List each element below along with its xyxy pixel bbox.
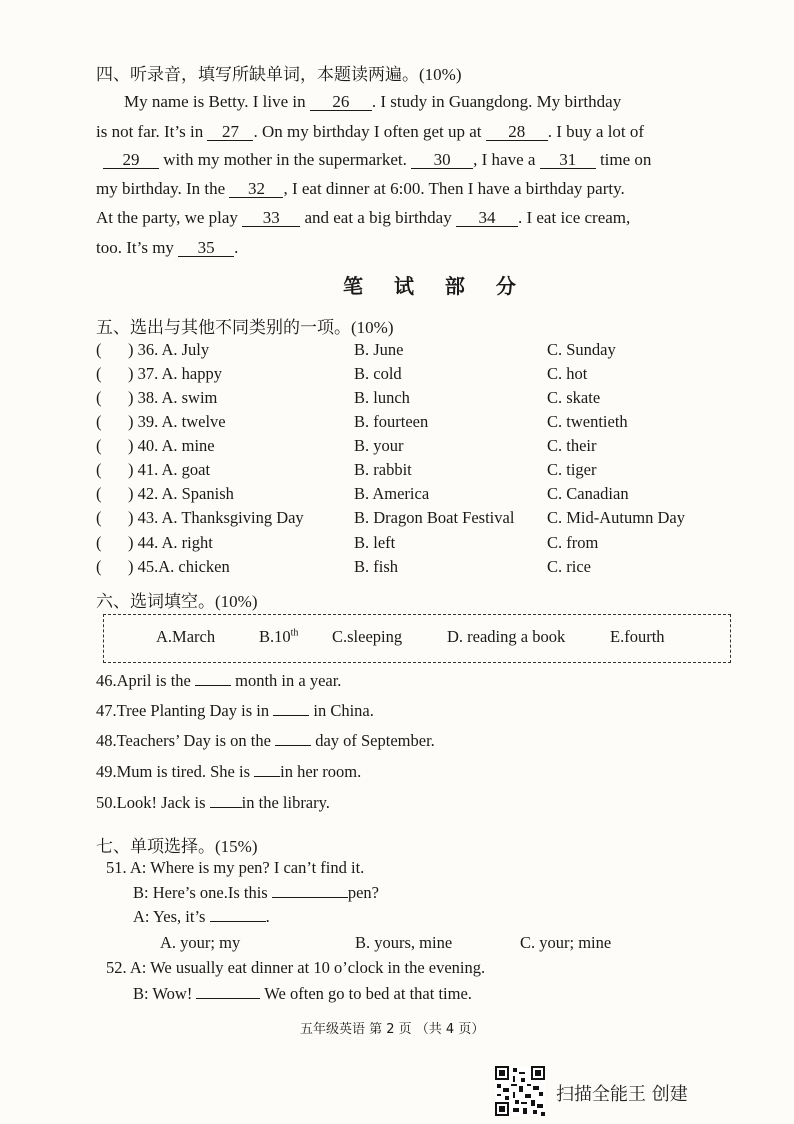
answer-paren[interactable]: ( (96, 388, 102, 407)
word-option-e: E.fourth (610, 627, 665, 646)
answer-blank[interactable] (272, 897, 348, 898)
q51-option-a[interactable]: A. your; my (160, 933, 241, 952)
page-footer: 五年级英语 第 2 页 （共 4 页） (300, 1022, 485, 1037)
option-b: B. June (354, 340, 404, 359)
option-b: B. fish (354, 557, 399, 576)
answer-blank[interactable] (195, 685, 231, 686)
blank-26[interactable]: 26 (310, 94, 372, 111)
section6-heading: 六、选词填空。(10%) (96, 592, 258, 611)
question-50: 50.Look! Jack is in the library. (96, 793, 330, 812)
question-48: 48.Teachers’ Day is on the day of September. (96, 731, 435, 750)
word-option-d: D. reading a book (447, 627, 566, 646)
choice-row (96, 364, 736, 386)
answer-blank[interactable] (254, 776, 280, 777)
option-b: B. America (354, 484, 430, 503)
answer-blank[interactable] (273, 715, 309, 716)
word-option-a: A.March (156, 627, 216, 646)
blank-28[interactable]: 28 (486, 124, 548, 141)
blank-27[interactable]: 27 (207, 124, 253, 141)
scanner-watermark: 扫描全能王 创建 (556, 1084, 688, 1105)
question-46: 46.April is the month in a year. (96, 671, 342, 690)
answer-paren[interactable]: ( (96, 533, 102, 552)
option-b: B. left (354, 533, 396, 552)
q51-option-b[interactable]: B. yours, mine (355, 933, 453, 952)
option-a: ) 44. A. right (128, 533, 213, 552)
option-c: C. Sunday (547, 340, 616, 359)
option-b: B. Dragon Boat Festival (354, 508, 515, 527)
blank-33[interactable]: 33 (242, 210, 300, 227)
option-c: C. hot (547, 364, 588, 383)
section5-heading: 五、选出与其他不同类别的一项。(10%) (96, 318, 394, 337)
choice-row (96, 388, 736, 410)
option-c: C. Canadian (547, 484, 629, 503)
answer-blank[interactable] (196, 998, 260, 999)
option-b: B. lunch (354, 388, 410, 407)
option-a: ) 36. A. July (128, 340, 210, 359)
answer-paren[interactable]: ( (96, 557, 102, 576)
answer-paren[interactable]: ( (96, 412, 102, 431)
qr-code-icon (495, 1066, 545, 1116)
answer-paren[interactable]: ( (96, 364, 102, 383)
option-b: B. your (354, 436, 404, 455)
q52-line2: B: Wow! We often go to bed at that time. (133, 984, 472, 1003)
answer-paren[interactable]: ( (96, 460, 102, 479)
option-c: C. tiger (547, 460, 597, 479)
option-c: C. rice (547, 557, 591, 576)
option-a: ) 37. A. happy (128, 364, 222, 383)
passage-line-5: At the party, we play 33 and eat a big birthday 34 . I eat ice cream, (96, 208, 631, 227)
q51-option-c[interactable]: C. your; mine (520, 933, 612, 952)
written-part-title: 笔 试 部 分 (343, 274, 528, 298)
blank-34[interactable]: 34 (456, 210, 518, 227)
choice-row (96, 508, 736, 530)
word-bank-box (103, 614, 731, 663)
section7-heading: 七、单项选择。(15%) (96, 837, 258, 856)
option-c: C. Mid-Autumn Day (547, 508, 685, 527)
option-c: C. twentieth (547, 412, 628, 431)
option-a: ) 38. A. swim (128, 388, 218, 407)
q51-line2: B: Here’s one.Is this pen? (133, 883, 380, 902)
answer-paren[interactable]: ( (96, 484, 102, 503)
choice-row (96, 436, 736, 458)
word-option-c: C.sleeping (332, 627, 403, 646)
blank-29[interactable]: 29 (103, 152, 159, 169)
passage-line-3: 29 with my mother in the supermarket. 30 , I have a 31 time on (103, 150, 651, 170)
question-47: 47.Tree Planting Day is in in China. (96, 701, 374, 720)
question-49: 49.Mum is tired. She is in her room. (96, 762, 362, 781)
option-c: C. skate (547, 388, 601, 407)
option-c: C. from (547, 533, 599, 552)
option-a: ) 42. A. Spanish (128, 484, 234, 503)
option-a: ) 41. A. goat (128, 460, 211, 479)
answer-blank[interactable] (275, 745, 311, 746)
choice-row (96, 412, 736, 434)
choice-row (96, 484, 736, 506)
passage-line-2: is not far. It’s in 27 . On my birthday I often get up at 28 . I buy a lot of (96, 122, 645, 141)
q51-line3: A: Yes, it’s . (133, 907, 270, 926)
answer-paren[interactable]: ( (96, 436, 102, 455)
word-option-b: B.10th (259, 627, 299, 646)
passage-line-6: too. It’s my 35 . (96, 238, 239, 257)
option-b: B. cold (354, 364, 402, 383)
answer-paren[interactable]: ( (96, 340, 102, 359)
answer-blank[interactable] (210, 921, 266, 922)
choice-row (96, 533, 736, 555)
passage-line-1: My name is Betty. I live in 26 . I study in Guangdong. My birthday (124, 92, 622, 111)
choice-row (96, 557, 736, 579)
answer-paren[interactable]: ( (96, 508, 102, 527)
option-a: ) 39. A. twelve (128, 412, 226, 431)
blank-31[interactable]: 31 (540, 152, 596, 169)
option-a: ) 45.A. chicken (128, 557, 230, 576)
option-b: B. fourteen (354, 412, 429, 431)
blank-30[interactable]: 30 (411, 152, 473, 169)
choice-row (96, 340, 736, 362)
q51-line1: 51. A: Where is my pen? I can’t find it. (106, 858, 365, 877)
section4-heading: 四、听录音，填写所缺单词，本题读两遍。(10%) (96, 65, 462, 84)
option-b: B. rabbit (354, 460, 412, 479)
blank-32[interactable]: 32 (229, 181, 283, 198)
option-a: ) 40. A. mine (128, 436, 215, 455)
option-c: C. their (547, 436, 597, 455)
q52-line1: 52. A: We usually eat dinner at 10 o’clock in the evening. (106, 958, 486, 977)
answer-blank[interactable] (210, 807, 242, 808)
option-a: ) 43. A. Thanksgiving Day (128, 508, 304, 527)
choice-row (96, 460, 736, 482)
blank-35[interactable]: 35 (178, 240, 234, 257)
passage-line-4: my birthday. In the 32 , I eat dinner at 6:00. Then I have a birthday party. (96, 179, 625, 198)
